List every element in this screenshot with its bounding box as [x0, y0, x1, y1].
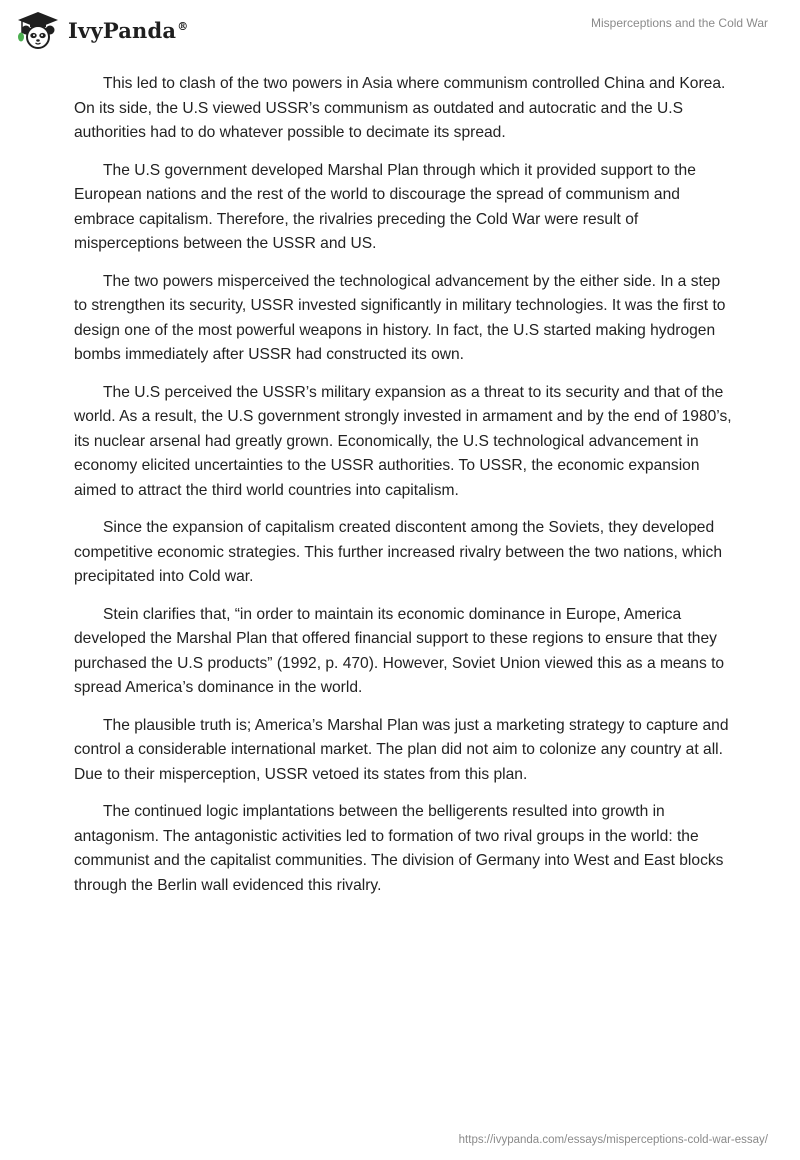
registered-mark: ®	[177, 19, 189, 33]
essay-body	[74, 72, 734, 911]
paragraph: Since the expansion of capitalism created discontent among the Soviets, they developed competitive economic strategies. This further increased rivalry between the two nations, which precipitated into Cold war.	[74, 519, 723, 585]
paragraph: The continued logic implantations between the belligerents resulted into growth in antagonism. The antagonistic activities led to formation of two rival groups in the world: the communist and the capitalist communities. The division of Germany into West and East blocks through the Berlin wall evidenced this rivalry.	[74, 803, 724, 894]
source-url[interactable]: https://ivypanda.com/essays/misperceptions-cold-war-essay/	[458, 1134, 768, 1146]
ivypanda-logo[interactable]	[14, 10, 188, 50]
paragraph: This led to clash of the two powers in Asia where communism controlled China and Korea. On its side, the U.S viewed USSR’s communism as outdated and autocratic and the U.S authorities had to do whatever possible to decimate its spread.	[74, 75, 726, 141]
paragraph: The two powers misperceived the technological advancement by the either side. In a step to strengthen its security, USSR invested significantly in military technologies. It was the first to design one of the most powerful weapons in history. In fact, the U.S started making hydrogen bombs immediately after USSR had constructed its own.	[74, 272, 726, 363]
brand-name	[68, 18, 188, 43]
paragraph: The U.S perceived the USSR’s military expansion as a threat to its security and that of the world. As a result, the U.S government strongly invested in armament and by the end of 1980’s, its nuclear arsenal had greatly grown. Economically, the U.S technological advancement in economy elicited uncertainties to the USSR authorities. To USSR, the economic expansion aimed to attract the third world countries into capitalism.	[74, 383, 732, 499]
document-title: Misperceptions and the Cold War	[591, 16, 768, 30]
page-header	[0, 0, 800, 60]
paragraph: Stein clarifies that, “in order to maintain its economic dominance in Europe, America developed the Marshal Plan that offered financial support to these regions to ensure that they purchased the U.S products” (1992, p. 470). However, Soviet Union viewed this as a means to spread America’s dominance in the world.	[74, 605, 725, 696]
paragraph: The U.S government developed Marshal Plan through which it provided support to the European nations and the rest of the world to discourage the spread of communism and embrace capitalism. Therefore, the rivalries preceding the Cold War were result of misperceptions between the USSR and US.	[74, 161, 696, 252]
paragraph: The plausible truth is; America’s Marshal Plan was just a marketing strategy to capture and control a considerable international market. The plan did not aim to colonize any country at all. Due to their misperception, USSR vetoed its states from this plan.	[74, 716, 729, 783]
brand-text: IvyPanda	[68, 17, 177, 43]
panda-graduate-icon	[14, 10, 62, 50]
